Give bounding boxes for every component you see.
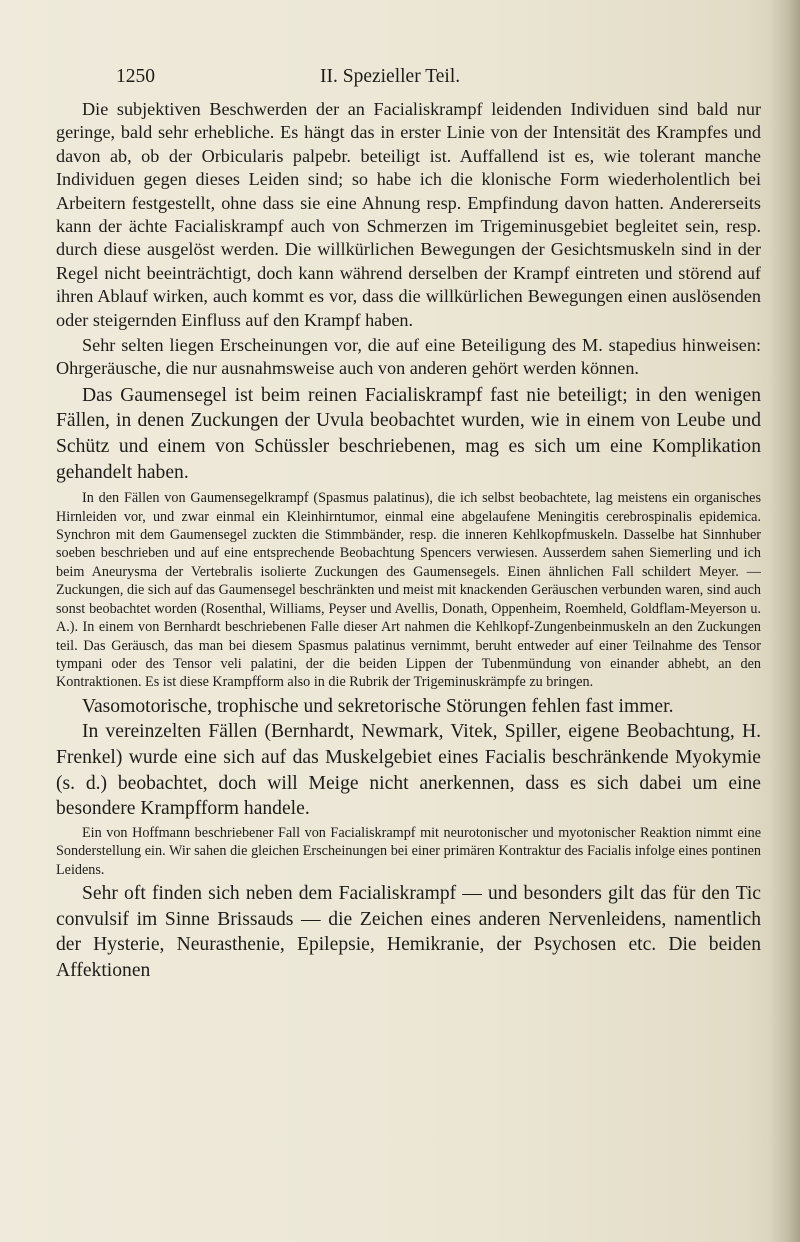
page-header bbox=[116, 66, 746, 94]
running-head: II. Spezieller Teil. bbox=[320, 66, 461, 87]
page-binding-shadow bbox=[770, 0, 800, 1242]
note-hoffmann-case: Ein von Hoffmann beschriebener Fall von Facialiskrampf mit neurotonischer und myotonischer Reaktion nimmt eine Sonderstellung ein. Wir sahen die gleichen Erscheinungen bei einer primären Kontraktur des Facialis infolge eines pontinen Leidens. bbox=[56, 824, 761, 878]
page-body bbox=[56, 98, 761, 983]
paragraph-associated-disorders: Sehr oft finden sich neben dem Facialiskrampf — und besonders gilt das für den Tic convulsif im Sinne Brissauds — die Zeichen eines anderen Nervenleidens, namentlich der Hysterie, Neurasthenie, Epilepsie, Hemikranie, der Psychosen etc. Die beiden Affektionen bbox=[56, 882, 761, 981]
page-number: 1250 bbox=[116, 66, 155, 87]
paragraph-soft-palate: Das Gaumensegel ist beim reinen Facialiskrampf fast nie beteiligt; in den wenigen Fällen, in denen Zuckungen der Uvula beobachtet wurden, wie in einem von Leube und Schütz und einem von Schüssler beschriebenen, mag es sich um eine Komplikation gehandelt haben. bbox=[56, 384, 761, 483]
paragraph-subjective-complaints: Die subjektiven Beschwerden der an Facialiskrampf leidenden Individuen sind bald nur geringe, bald sehr erhebliche. Es hängt das in erster Linie von der Intensität des Krampfes und davon ab, ob der Orbicularis palpebr. beteiligt ist. Auffallend ist es, wie tolerant manche Individuen gegen dieses Leiden sind; so habe ich die klonische Form wiederholentlich bei Arbeitern festgestellt, ohne dass sie eine Ahnung resp. Empfindung davon hatten. Andererseits kann der ächte Facialiskrampf auch von Schmerzen im Trigeminusgebiet begleitet sein, resp. durch diese ausgelöst werden. Die willkürlichen Bewegungen der Gesichtsmuskeln sind in der Regel nicht beeinträchtigt, doch kann während derselben der Krampf eintreten und störend auf ihren Ablauf wirken, auch kommt es vor, dass die willkürlichen Bewegungen einen auslösenden oder steigernden Einfluss auf den Krampf haben. bbox=[56, 99, 761, 330]
paragraph-vasomotor: Vasomotorische, trophische und sekretorische Störungen fehlen fast immer. bbox=[82, 695, 674, 717]
paragraph-stapedius: Sehr selten liegen Erscheinungen vor, die auf eine Beteiligung des M. stapedius hinweisen: Ohrgeräusche, die nur ausnahmsweise auch von anderen gehört werden können. bbox=[56, 335, 761, 379]
paragraph-myokymia: In vereinzelten Fällen (Bernhardt, Newmark, Vitek, Spiller, eigene Beobachtung, H. Frenkel) wurde eine sich auf das Muskelgebiet eines Facialis beschränkende Myokymie (s. d.) beobachtet, doch will Meige nicht anerkennen, dass es sich dabei um eine besondere Krampfform handele. bbox=[56, 721, 761, 820]
note-spasmus-palatinus: In den Fällen von Gaumensegelkrampf (Spasmus palatinus), die ich selbst beobachtete, lag meistens ein organisches Hirnleiden vor, und zwar einmal ein Kleinhirntumor, einmal eine abgelaufene Meningitis cerebrospinalis epidemica. Synchron mit dem Gaumensegel zuckten die Stimmbänder, resp. die inneren Kehlkopfmuskeln. Dasselbe hat Sinnhuber soeben beschrieben und auf eine entsprechende Beobachtung Spencers verwiesen. Ausserdem sahen Siemerling und ich beim Aneurysma der Vertebralis isolierte Zuckungen des Gaumensegels. Einen ähnlichen Fall schildert Meyer. — Zuckungen, die sich auf das Gaumensegel beschränkten und meist mit knackenden Geräuschen verbunden waren, sind auch sonst beobachtet worden (Rosenthal, Williams, Peyser und Avellis, Donath, Oppenheim, Roemheld, Goldflam-Meyerson u. A.). In einem von Bernhardt beschriebenen Falle dieser Art nahmen die Kehlkopf-Zungenbeinmuskeln an den Zuckungen teil. Das Geräusch, das man bei diesem Spasmus palatinus vernimmt, beruht entweder auf einer Teilnahme des Tensor tympani oder des Tensor veli palatini, der die beiden Lippen der Tubenmündung von einander abhebt, an den Kontraktionen. Es ist diese Krampfform also in die Rubrik der Trigeminuskrämpfe zu bringen. bbox=[56, 490, 761, 691]
